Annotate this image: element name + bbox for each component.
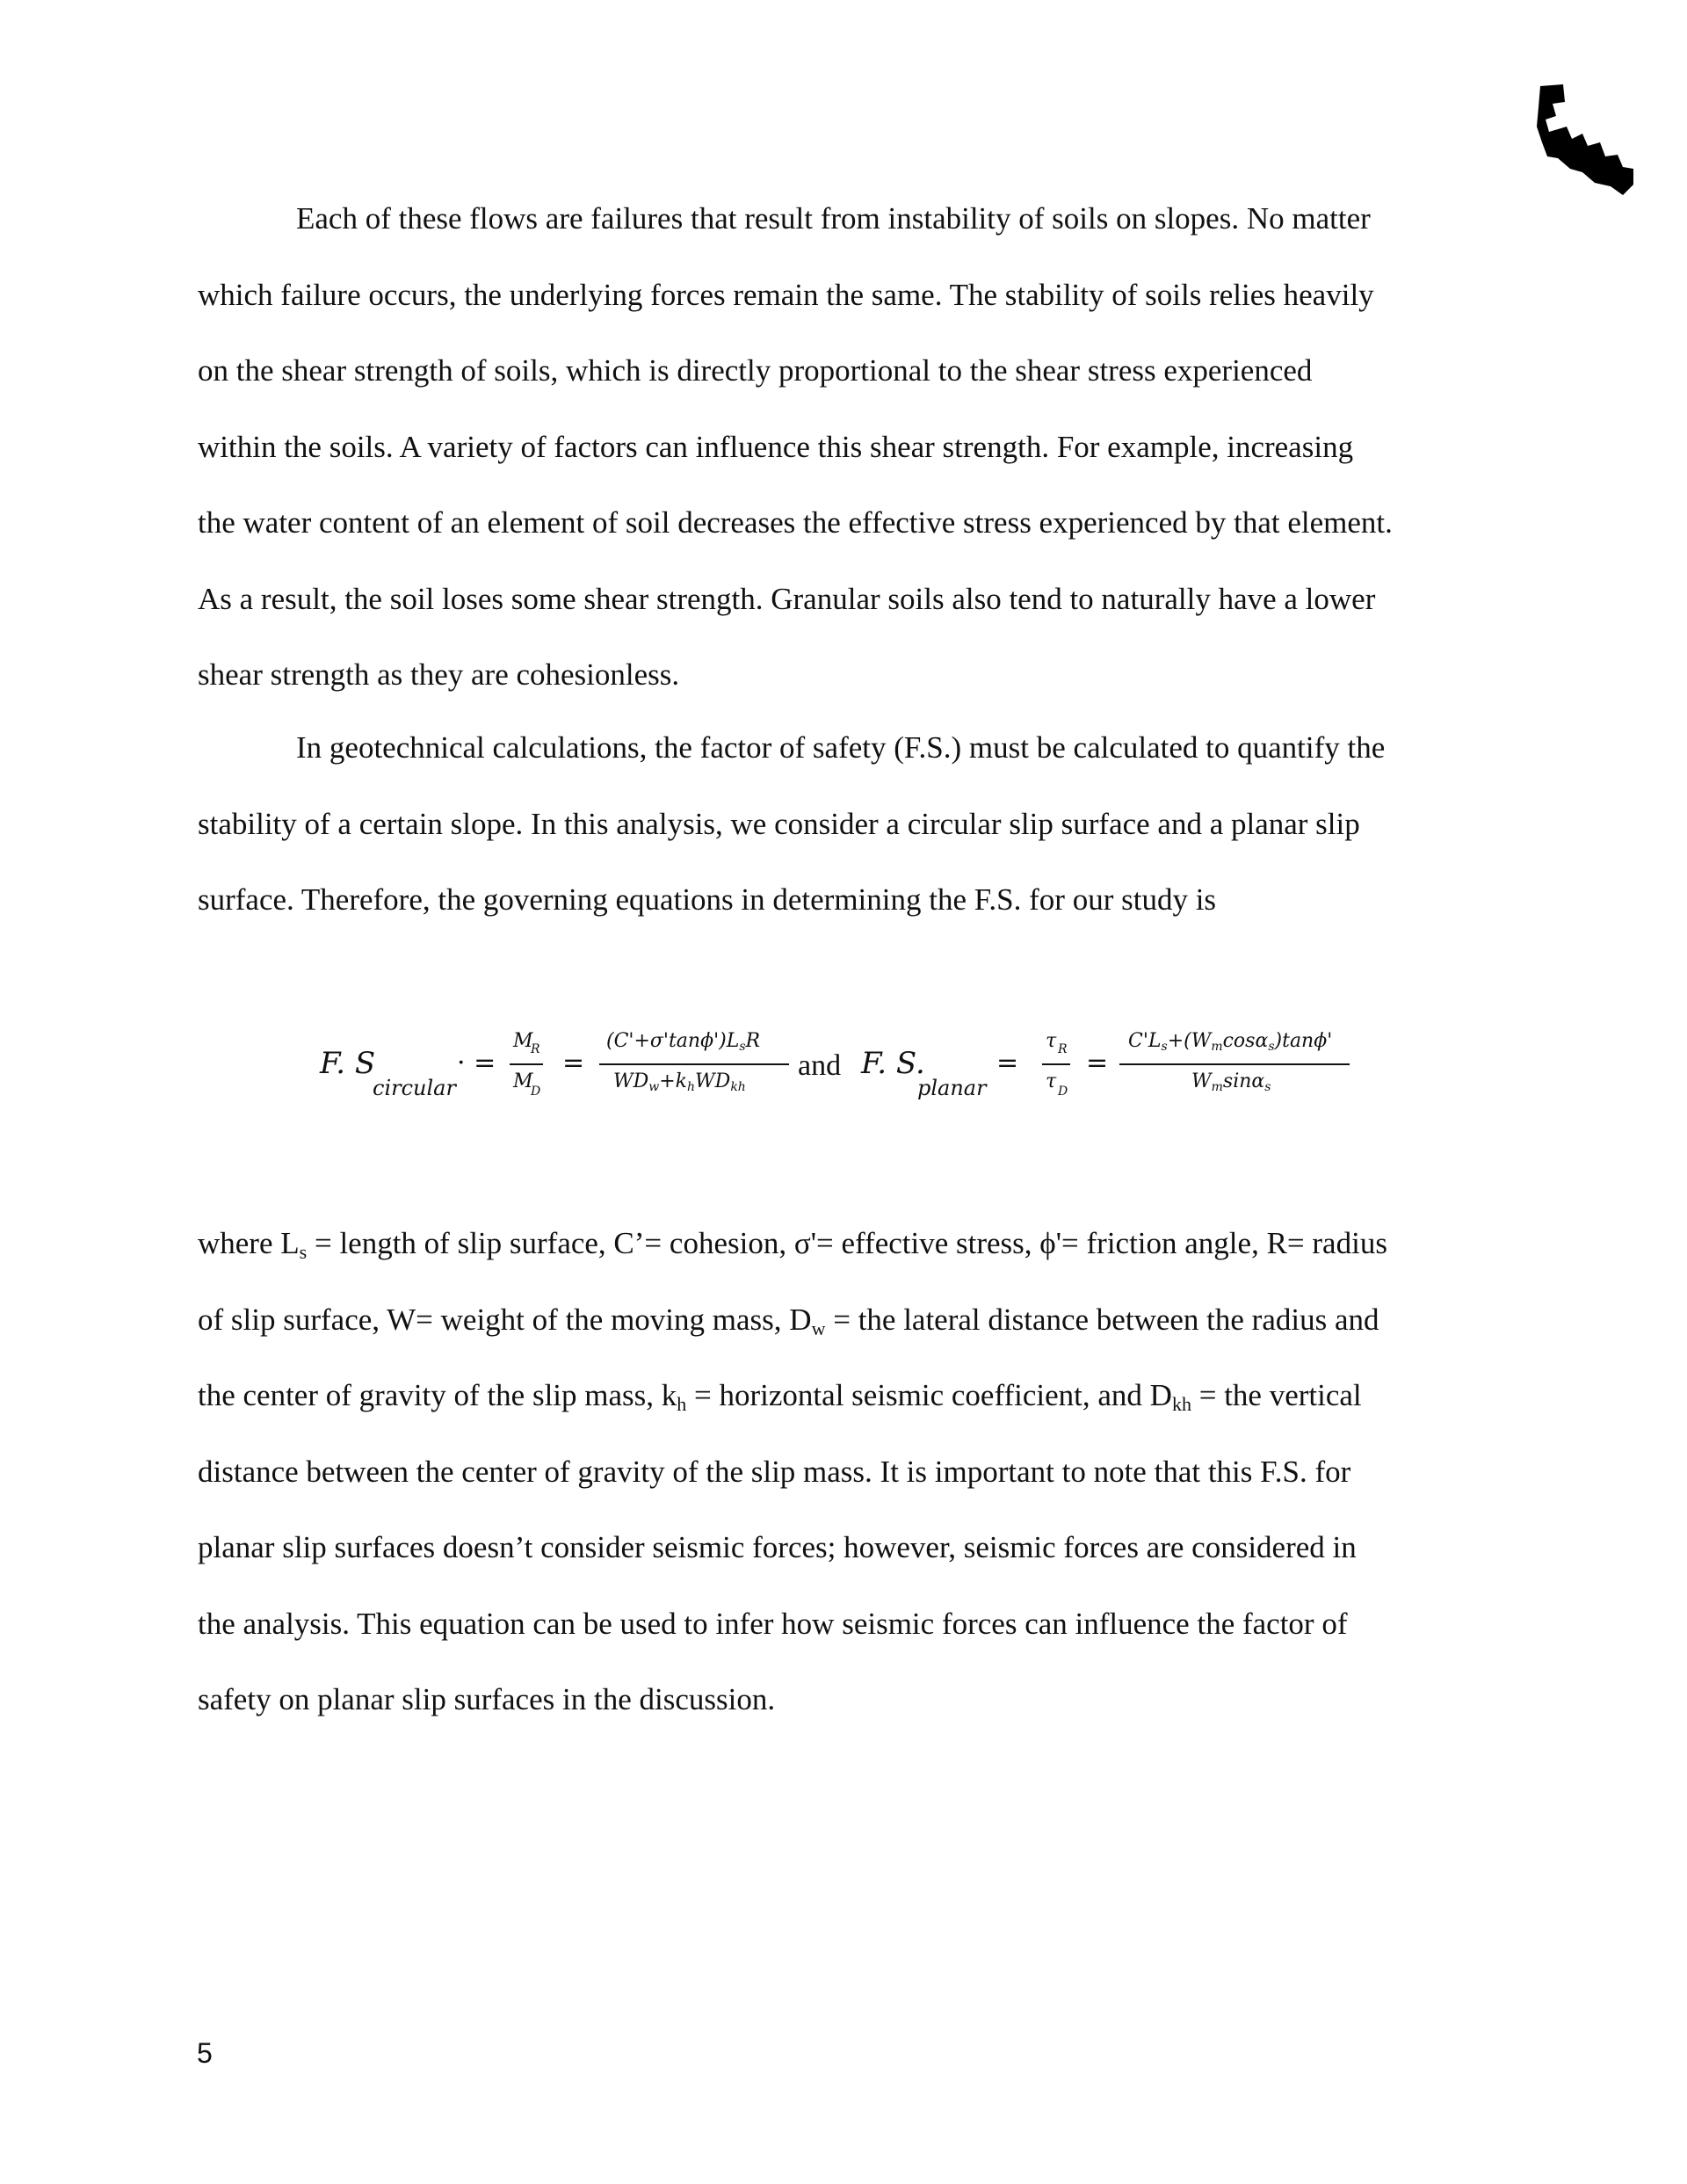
paragraph-2 xyxy=(198,710,1498,939)
text-line: surface. Therefore, the governing equations in determining the F.S. for our study is xyxy=(198,882,1217,917)
text-line: Each of these flows are failures that result from instability of soils on slopes. No matter xyxy=(296,201,1371,236)
text-line: As a result, the soil loses some shear strength. Granular soils also tend to naturally have a lower xyxy=(198,581,1376,616)
text-line: within the soils. A variety of factors can influence this shear strength. For example, increasing xyxy=(198,429,1354,464)
text-line: which failure occurs, the underlying forces remain the same. The stability of soils relies heavily xyxy=(198,277,1374,312)
tau-r: τ xyxy=(1046,1030,1057,1052)
mr-numerator: M xyxy=(513,1030,533,1052)
fraction-bar xyxy=(1119,1063,1350,1065)
text-line: In geotechnical calculations, the factor of safety (F.S.) must be calculated to quantify the xyxy=(296,730,1386,765)
denominator-circular: $WD_w+k_hWD_{kh}$ xyxy=(613,1070,746,1094)
text-line: the center of gravity of the slip mass, $k_h$ = horizontal seismic coefficient, and $D_{kh}$ = the vertical xyxy=(198,1378,1362,1415)
california-state-icon xyxy=(1533,81,1639,197)
text-line: safety on planar slip surfaces in the discussion. xyxy=(198,1682,776,1716)
planar-subscript: planar xyxy=(917,1076,987,1100)
md-subscript: D xyxy=(531,1085,541,1099)
fraction-bar xyxy=(1042,1063,1070,1065)
fraction-bar xyxy=(599,1063,789,1065)
text-line: the water content of an element of soil decreases the effective stress experienced by that element. xyxy=(198,505,1393,540)
text-line: stability of a certain slope. In this analysis, we consider a circular slip surface and a planar slip xyxy=(198,806,1360,841)
factor-of-safety-equation xyxy=(316,1019,1371,1116)
paragraph-3 xyxy=(198,1206,1498,1738)
text-line: of slip surface, W= weight of the moving mass, $D_w$ = the lateral distance between the radius and xyxy=(198,1302,1379,1339)
fs-planar-label: F. S. xyxy=(861,1046,925,1081)
paragraph-1 xyxy=(198,181,1498,714)
text-line: planar slip surfaces doesn’t consider seismic forces; however, seismic forces are considered in xyxy=(198,1530,1357,1564)
text-line: shear strength as they are cohesionless. xyxy=(198,657,680,692)
tau-d-subscript: D xyxy=(1058,1085,1068,1099)
equals-sign: = xyxy=(996,1048,1019,1078)
text-line: where $L_s$ = length of slip surface, C’= cohesion, σ'= effective stress, ϕ'= friction angle, R= radius xyxy=(198,1226,1387,1263)
page-number: 5 xyxy=(197,2037,213,2069)
tau-d: τ xyxy=(1046,1070,1057,1092)
numerator-planar: $C'L_s+(W_m\cos\alpha_s)\tan\phi'$ xyxy=(1128,1030,1333,1054)
equals-sign: = xyxy=(562,1048,585,1078)
text-line: the analysis. This equation can be used to infer how seismic forces can influence the factor of xyxy=(198,1606,1348,1641)
text-line: on the shear strength of soils, which is directly proportional to the shear stress experienced xyxy=(198,353,1313,388)
fs-circular-label: F. S xyxy=(320,1046,376,1081)
tau-r-subscript: R xyxy=(1058,1042,1068,1056)
and-word: and xyxy=(798,1049,842,1082)
fraction-bar xyxy=(510,1063,543,1065)
denominator-planar: $W_m\sin\alpha_s$ xyxy=(1191,1070,1271,1094)
circular-subscript: circular xyxy=(373,1076,456,1100)
numerator-circular: $(C'+\sigma'\tan\phi')L_sR$ xyxy=(606,1030,761,1054)
equals-sign: · = xyxy=(457,1048,496,1078)
text-line: distance between the center of gravity of the slip mass. It is important to note that this F.S. for xyxy=(198,1454,1351,1489)
equals-sign: = xyxy=(1086,1048,1109,1078)
mr-subscript: R xyxy=(531,1042,540,1056)
md-denominator: M xyxy=(513,1070,533,1092)
